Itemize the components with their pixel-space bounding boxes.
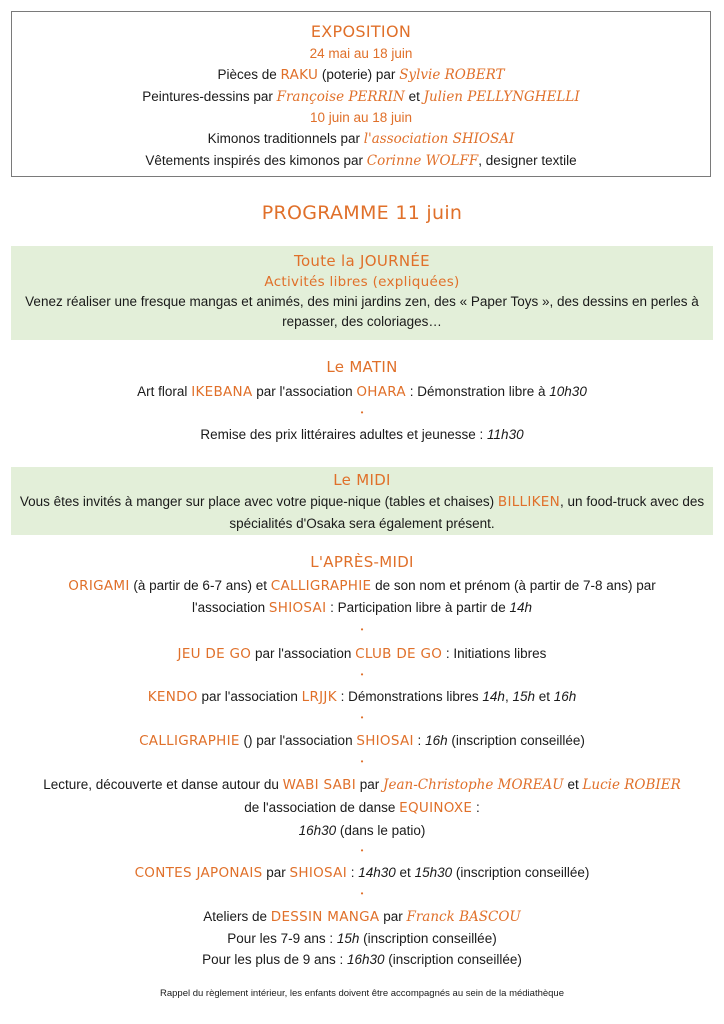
origami-line-1 (0, 575, 724, 597)
text: par l'association (252, 384, 357, 399)
time: 16h30 (346, 952, 385, 967)
text: (inscription conseillée) (359, 931, 497, 946)
text: : Démonstration libre à (405, 384, 550, 399)
text: (inscription conseillée) (447, 733, 585, 748)
text: par (262, 865, 290, 880)
association-name: SHIOSAI (289, 865, 347, 881)
activity-name: IKEBANA (191, 384, 253, 400)
text: Remise des prix littéraires adultes et jeunesse : (200, 427, 488, 442)
midi-text (11, 491, 713, 534)
separator-dot: • (360, 713, 364, 722)
text: , un food-truck avec des spécialités d'Osaka sera également présent. (229, 494, 705, 531)
text: Lecture, découverte et danse autour du (43, 777, 283, 792)
time: 14h30 (358, 865, 396, 880)
activity-name: ORIGAMI (68, 578, 130, 594)
text: Peintures-dessins par (142, 89, 277, 104)
association-name: LRJJK (301, 689, 337, 705)
go-line (0, 643, 724, 665)
person-name: Franck BASCOU (406, 909, 521, 925)
text: : (413, 733, 426, 748)
separator-dot: • (360, 625, 364, 634)
raku-label: RAKU (280, 67, 319, 83)
text: et (563, 777, 583, 792)
text: : Démonstrations libres (336, 689, 483, 704)
text: () par l'association (239, 733, 357, 748)
separator-dot: • (360, 889, 364, 898)
text: (à partir de 6-7 ans) et (129, 578, 271, 593)
manga-line-1 (0, 906, 724, 928)
time: 11h30 (487, 427, 524, 442)
activity-name: KENDO (147, 689, 198, 705)
footer-note: Rappel du règlement intérieur, les enfants doivent être accompagnés au sein de la médiathèque (159, 988, 564, 999)
activity-name: CONTES JAPONAIS (134, 865, 263, 881)
journee-box (11, 246, 713, 340)
contes-line (0, 862, 724, 884)
person-name: Lucie ROBIER (582, 777, 681, 793)
text: : (472, 800, 480, 815)
separator-dot: • (360, 846, 364, 855)
time: 10h30 (549, 384, 587, 399)
wabi-line-1 (0, 774, 724, 796)
calligraphie-line (0, 730, 724, 752)
journee-subtitle: Activités libres (expliquées) (264, 274, 460, 290)
time: 14h (482, 689, 505, 704)
association-name: SHIOSAI (356, 733, 414, 749)
text: l'association (192, 600, 269, 615)
activity-name: JEU DE GO (177, 646, 252, 662)
matin-title: Le MATIN (326, 358, 398, 376)
text: Pour les plus de 9 ans : (202, 952, 347, 967)
exposition-box (11, 11, 711, 177)
time: 15h (512, 689, 535, 704)
exposition-vetements-line (12, 150, 710, 172)
time: 15h (336, 931, 360, 946)
time: 16h30 (298, 823, 337, 838)
exposition-date-2: 10 juin au 18 juin (309, 110, 413, 125)
association-name: CLUB DE GO (355, 646, 443, 662)
separator-dot: • (360, 408, 364, 417)
text: : Initiations libres (442, 646, 547, 661)
text: de son nom et prénom (à partir de 7-8 ans) par (371, 578, 656, 593)
kendo-line (0, 686, 724, 708)
person-name: Jean-Christophe MOREAU (383, 777, 564, 793)
journee-text: Venez réaliser une fresque mangas et animés, des mini jardins zen, des « Paper Toys », des dessins en perles à repasser, des coloriages… (25, 294, 699, 329)
text: par l'association (251, 646, 356, 661)
text: Pour les 7-9 ans : (227, 931, 337, 946)
time: 14h (509, 600, 532, 615)
activity-name: WABI SABI (282, 777, 357, 793)
exposition-peintures-line (12, 86, 710, 108)
text: et (404, 89, 424, 104)
time: 16h (553, 689, 577, 704)
text: Ateliers de (203, 909, 271, 924)
text: Pièces de (217, 67, 281, 82)
association-name: l'association SHIOSAI (363, 131, 515, 147)
foodtruck-name: BILLIKEN (497, 494, 561, 510)
time: 15h30 (414, 865, 453, 880)
matin-prix-line (0, 424, 724, 446)
midi-title: Le MIDI (333, 471, 391, 489)
artist-name: Sylvie ROBERT (399, 67, 505, 83)
origami-line-2 (0, 597, 724, 619)
text: Vous êtes invités à manger sur place avec votre pique-nique (tables et chaises) (19, 494, 498, 509)
text: et (395, 865, 415, 880)
separator-dot: • (360, 757, 364, 766)
wabi-line-3 (0, 820, 724, 842)
exposition-kimonos-line (12, 128, 710, 150)
programme-title: PROGRAMME 11 juin (261, 202, 463, 224)
manga-line-2 (0, 928, 724, 950)
text: par (356, 777, 384, 792)
midi-box (11, 467, 713, 535)
apres-midi-title: L'APRÈS-MIDI (310, 553, 414, 571)
association-name: OHARA (356, 384, 406, 400)
text: : Participation libre à partir de (326, 600, 510, 615)
matin-ikebana-line (0, 381, 724, 403)
exposition-date-1: 24 mai au 18 juin (309, 46, 413, 61)
activity-name: CALLIGRAPHIE (139, 733, 240, 749)
artist-name: Corinne WOLFF (366, 153, 479, 169)
text: : (346, 865, 359, 880)
association-name: EQUINOXE (399, 800, 473, 816)
text: (inscription conseillée) (452, 865, 590, 880)
artist-name: Julien PELLYNGHELLI (423, 89, 580, 105)
text: par l'association (197, 689, 302, 704)
exposition-title: EXPOSITION (310, 22, 412, 41)
text: par (379, 909, 407, 924)
association-name: SHIOSAI (268, 600, 327, 616)
wabi-line-2 (0, 797, 724, 819)
journee-title: Toute la JOURNÉE (294, 252, 430, 270)
activity-name: DESSIN MANGA (270, 909, 380, 925)
text: Art floral (137, 384, 192, 399)
text: , designer textile (478, 153, 577, 168)
separator-dot: • (360, 670, 364, 679)
text: Kimonos traditionnels par (207, 131, 364, 146)
text: et (534, 689, 554, 704)
text: (dans le patio) (336, 823, 426, 838)
text: Vêtements inspirés des kimonos par (145, 153, 367, 168)
time: 16h (425, 733, 448, 748)
artist-name: Françoise PERRIN (276, 89, 405, 105)
text: (poterie) par (318, 67, 400, 82)
activity-name: CALLIGRAPHIE (270, 578, 372, 594)
text: , (504, 689, 513, 704)
text: de l'association de danse (244, 800, 400, 815)
manga-line-3 (0, 949, 724, 971)
text: (inscription conseillée) (384, 952, 522, 967)
exposition-raku-line (12, 64, 710, 86)
